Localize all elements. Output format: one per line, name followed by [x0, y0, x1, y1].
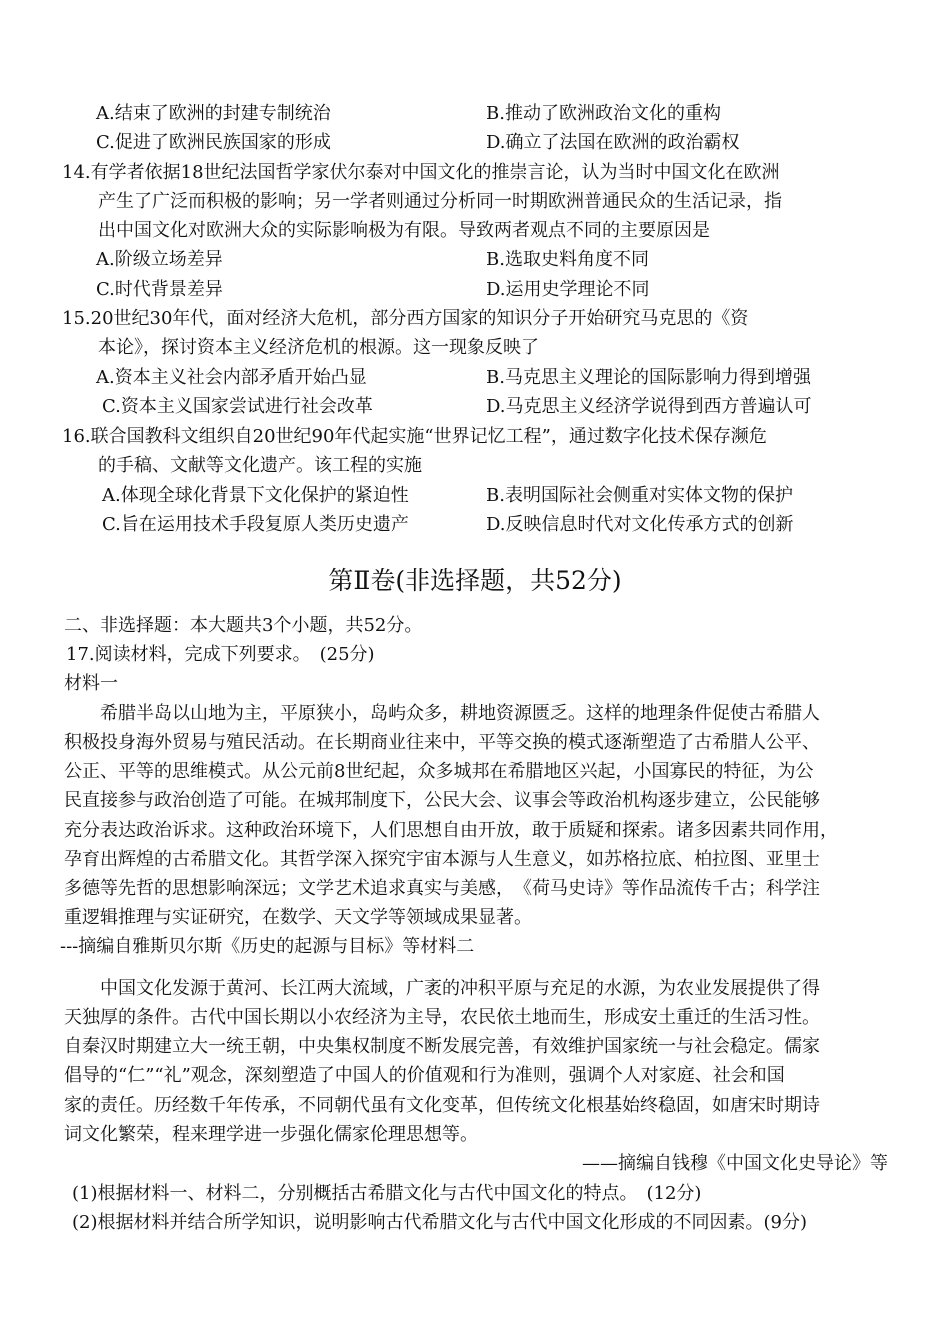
- q15-option-b: B.马克思主义理论的国际影响力得到增强: [486, 367, 811, 388]
- q13-option-c: C.促进了欧洲民族国家的形成: [96, 132, 331, 153]
- material2-source: ——摘编自钱穆《中国文化史导论》等: [582, 1153, 888, 1174]
- material2-line-2: 天独厚的条件。古代中国长期以小农经济为主导，农民依土地而生，形成安土重迁的生活习性。: [64, 1007, 820, 1028]
- material1-line-3: 公正、平等的思维模式。从公元前8世纪起，众多城邦在希腊地区兴起，小国寡民的特征，为公: [64, 761, 814, 782]
- q14-option-b: B.选取史料角度不同: [486, 249, 649, 270]
- material1-line-1: 希腊半岛以山地为主，平原狭小，岛屿众多，耕地资源匮乏。这样的地理条件促使古希腊人: [100, 703, 820, 724]
- q15-option-c: C.资本主义国家尝试进行社会改革: [102, 396, 373, 417]
- q17-sub-question-1: (1)根据材料一、材料二，分别概括古希腊文化与古代中国文化的特点。 (12分): [72, 1183, 702, 1204]
- material1-line-4: 民直接参与政治创造了可能。在城邦制度下，公民大会、议事会等政治机构逐步建立，公民能够: [64, 790, 820, 811]
- q16-option-b: B.表明国际社会侧重对实体文物的保护: [486, 485, 793, 506]
- q13-option-a: A.结束了欧洲的封建专制统治: [96, 103, 331, 124]
- q16-stem-line-1: 16.联合国教科文组织自20世纪90年代起实施“世界记忆工程”，通过数字化技术保存濒危: [62, 426, 767, 447]
- q16-option-c: C.旨在运用技术手段复原人类历史遗产: [102, 514, 409, 535]
- q14-stem-line-3: 出中国文化对欧洲大众的实际影响极为有限。导致两者观点不同的主要原因是: [98, 220, 710, 241]
- q15-stem-line-2: 本论》，探讨资本主义经济危机的根源。这一现象反映了: [98, 337, 539, 358]
- material1-line-8: 重逻辑推理与实证研究，在数学、天文学等领域成果显著。: [64, 907, 532, 928]
- material2-line-5: 家的责任。历经数千年传承，不同朝代虽有文化变革，但传统文化根基始终稳固，如唐宋时期诗: [64, 1095, 820, 1116]
- q17-sub-question-2: (2)根据材料并结合所学知识，说明影响古代希腊文化与古代中国文化形成的不同因素。(9分): [72, 1212, 807, 1233]
- material1-line-7: 多德等先哲的思想影响深远；文学艺术追求真实与美感， 《荷马史诗》等作品流传千古；科学注: [64, 878, 820, 899]
- q13-option-d: D.确立了法国在欧洲的政治霸权: [486, 132, 740, 153]
- material2-line-6: 词文化繁荣，程来理学进一步强化儒家伦理思想等。: [64, 1124, 478, 1145]
- material2-line-1: 中国文化发源于黄河、长江两大流域，广袤的冲积平原与充足的水源，为农业发展提供了得: [100, 978, 820, 999]
- q16-stem-line-2: 的手稿、文献等文化遗产。该工程的实施: [98, 455, 422, 476]
- material2-line-3: 自秦汉时期建立大一统王朝，中央集权制度不断发展完善，有效维护国家统一与社会稳定。儒家: [64, 1036, 820, 1057]
- q15-option-a: A.资本主义社会内部矛盾开始凸显: [96, 367, 367, 388]
- q17-heading: 17.阅读材料，完成下列要求。 (25分): [66, 644, 375, 665]
- q16-option-d: D.反映信息时代对文化传承方式的创新: [486, 514, 794, 535]
- material2-line-4: 倡导的“仁”“礼”观念，深刻塑造了中国人的价值观和行为准则，强调个人对家庭、社会和国: [64, 1065, 785, 1086]
- q14-option-c: C.时代背景差异: [96, 279, 223, 300]
- material1-line-6: 孕育出辉煌的古希腊文化。其哲学深入探究宇宙本源与人生意义，如苏格拉底、柏拉图、亚里士: [64, 849, 820, 870]
- q16-option-a: A.体现全球化背景下文化保护的紧迫性: [102, 485, 409, 506]
- section-title: 第Ⅱ卷(非选择题，共52分): [328, 566, 622, 595]
- material1-line-5: 充分表达政治诉求。这种政治环境下，人们思想自由开放，敢于质疑和探索。诸多因素共同作用，: [64, 820, 838, 841]
- q14-option-a: A.阶级立场差异: [96, 249, 223, 270]
- q14-stem-line-2: 产生了广泛而积极的影响；另一学者则通过分析同一时期欧洲普通民众的生活记录，指: [98, 191, 782, 212]
- q15-stem-line-1: 15.20世纪30年代，面对经济大危机，部分西方国家的知识分子开始研究马克思的《资: [62, 308, 749, 329]
- material1-source: ---摘编自雅斯贝尔斯《历史的起源与目标》等材料二: [60, 936, 475, 957]
- material1-label: 材料一: [64, 673, 118, 694]
- material1-line-2: 积极投身海外贸易与殖民活动。在长期商业往来中，平等交换的模式逐渐塑造了古希腊人公平、: [64, 732, 820, 753]
- q15-option-d: D.马克思主义经济学说得到西方普遍认可: [486, 396, 812, 417]
- q13-option-b: B.推动了欧洲政治文化的重构: [486, 103, 721, 124]
- q14-option-d: D.运用史学理论不同: [486, 279, 650, 300]
- q14-stem-line-1: 14.有学者依据18世纪法国哲学家伏尔泰对中国文化的推崇言论，认为当时中国文化在欧洲: [62, 162, 780, 183]
- part-two-intro: 二、非选择题：本大题共3个小题，共52分。: [64, 615, 423, 636]
